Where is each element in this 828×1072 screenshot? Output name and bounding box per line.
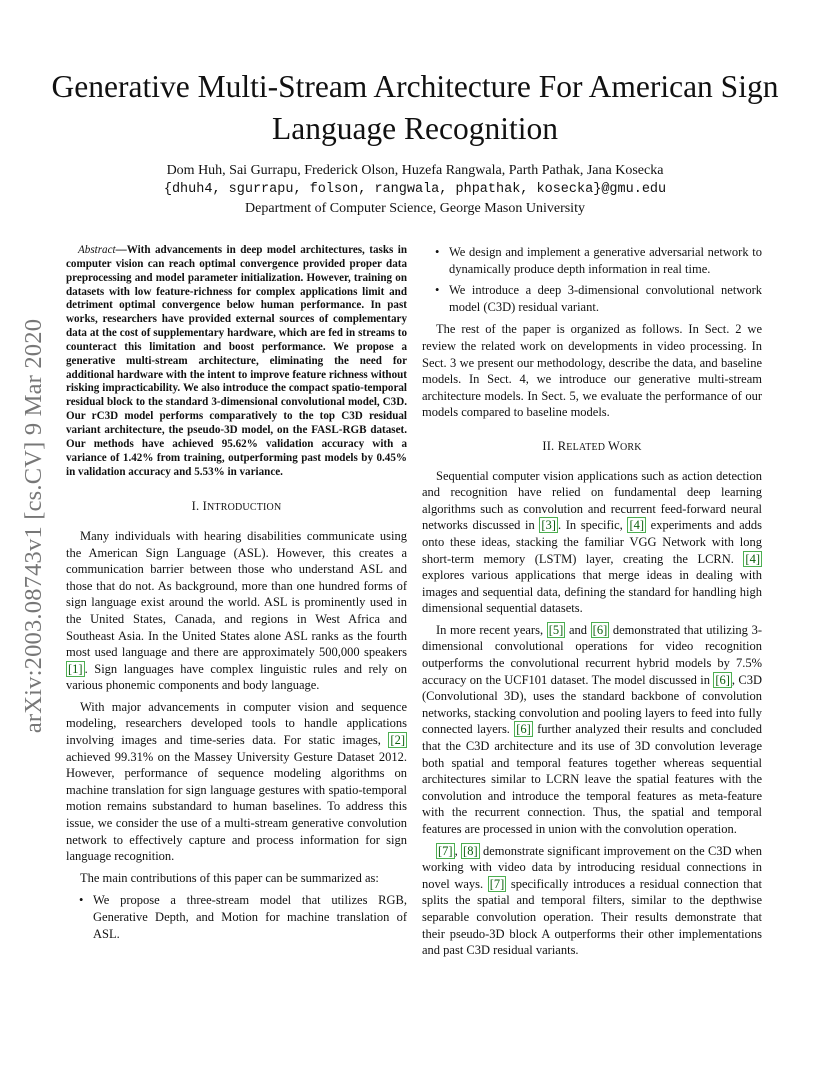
citation-link[interactable]: [4]: [629, 518, 645, 533]
contributions-list-continued: [422, 244, 762, 315]
related-paragraph-2: In more recent years, [5] and [6] demonstrated that utilizing 3-dimensional convolutional operations for video recognition outperforms the convolutional recurrent hybrid models by 7.5% accuracy on the UCF101 dataset. The model discussed in [6] , C3D (Convolutional 3D), uses the standard backbone of convolution networks, stacking convolution and pooling layers to feed into fully connected layers. [6] further analyzed their results and concluded that the C3D architecture and its use of 3D convolution leverage both spatial and temporal features together whereas sequential architectures similar to LCRN leave the spatial features with the convolution and introduce the temporal features as meta-feature with the recurrent connection. Thus, the spatial and temporal features are processed in union with the convolution operation.: [422, 622, 762, 836]
section-heading-related-work: II. RELATED WORK: [542, 438, 642, 453]
abstract-label: Abstract: [78, 244, 116, 256]
arxiv-identifier: arXiv:2003.08743v1 [cs.CV] 9 Mar 2020: [20, 318, 47, 734]
intro-paragraph-1: Many individuals with hearing disabilities communicate using the American Sign Language (ASL). However, this creates a communication barrier between those who understand ASL and those that do not. As background, more than one hundred forms of sign language exist around the world. ASL is prominently used in the United States, Canada, and regions in West Africa and Southeast Asia. In the United States alone ASL ranks as the fourth most used language and there are approximately 500,000 speakers [1] . Sign languages have complex linguistic rules and rely on various phonemic components and body language.: [66, 528, 407, 693]
bullet-icon: •: [435, 283, 440, 298]
arxiv-sidebar: [12, 292, 56, 760]
citation-link[interactable]: [5]: [548, 622, 564, 637]
author-block: [40, 161, 790, 218]
citation-link[interactable]: [6]: [715, 672, 730, 687]
affiliation: Department of Computer Science, George Mason University: [245, 201, 585, 216]
contributions-list: [66, 892, 407, 942]
organization-paragraph: The rest of the paper is organized as follows. In Sect. 2 we review the related work on developments in video processing. In Sect. 3 we present our methodology, describe the data, and baseline models. In Sect. 4, we introduce our generative multi-stream architecture models. In Sect. 5, we evaluate the performance of our models compared to baseline models.: [422, 322, 762, 420]
citation-link[interactable]: [6]: [516, 722, 531, 737]
intro-paragraph-3: The main contributions of this paper can be summarized as:: [80, 870, 379, 885]
paper-title: Generative Multi-Stream Architecture For American Sign Language Recognition: [51, 69, 779, 146]
intro-paragraph-2: With major advancements in computer vision and sequence modeling, researchers developed tools to handle applications involving images and time-series data. For static images, [2] achieved 99.31% on the Massey University Gesture Dataset 2012. However, performance of sequence modeling algorithms on machine translation for sign language gestures with spatio-temporal motion remains substandard to human baselines. To address this issue, we consider the use of a multi-stream generative convolution network to effectively capture and process information for sign language recognition.: [66, 699, 407, 864]
section-heading-introduction: I. INTRODUCTION: [191, 499, 282, 514]
list-item: • We propose a three-stream model that utilizes RGB, Generative Depth, and Motion for machine translation of ASL.: [79, 893, 407, 941]
citation-link[interactable]: [4]: [745, 551, 760, 566]
citation-link[interactable]: [8]: [463, 843, 478, 858]
citation-link[interactable]: [7]: [438, 843, 453, 858]
abstract-text: —With advancements in deep model architectures, tasks in computer vision can reach optimal convergence provided proper data preprocessing and model parameter initialization. However, training on datasets with low feature-richness for complex applications limit and detriment optimal convergence below human performance. In past works, researchers have provided external sources of complementary data at the cost of supplementary hardware, which are fed in streams to counteract this limitation and boost performance. We propose a generative multi-stream architecture, eliminating the need for additional hardware with the intent to improve feature richness without risking impracticability. We also introduce the compact spatio-temporal residual block to the standard 3-dimensional convolutional model, C3D. Our rC3D model performs comparatively to the top C3D residual variant architecture, the pseudo-3D model, on the FASL-RGB dataset. Our methods have achieved 95.62% validation accuracy with a variance of 1.42% from training, outperforming past models by 0.45% in validation accuracy and 5.53% in variance.: [66, 244, 407, 478]
author-emails: {dhuh4, sgurrapu, folson, rangwala, phpathak, kosecka}@gmu.edu: [163, 182, 667, 197]
author-names: Dom Huh, Sai Gurrapu, Frederick Olson, Huzefa Rangwala, Parth Pathak, Jana Kosecka: [166, 163, 664, 178]
related-paragraph-3: [7] , [8] demonstrate significant improvement on the C3D when working with video data by introducing residual connections in novel ways. [7] specifically introduces a residual connection that splits the spatial and temporal filters, similar to the depthwise separable convolution operation. Their results demonstrate that their pseudo-3D block A outperforms their other implementations and past C3D residual variants.: [422, 843, 762, 958]
citation-link[interactable]: [2]: [390, 733, 405, 748]
bullet-icon: •: [79, 893, 84, 908]
right-column: [422, 244, 762, 959]
abstract: [66, 244, 407, 479]
left-column: [66, 244, 407, 942]
citation-link[interactable]: [7]: [489, 876, 505, 891]
bullet-icon: •: [435, 245, 440, 259]
citation-link[interactable]: [6]: [592, 622, 608, 637]
related-paragraph-1: Sequential computer vision applications such as action detection and recognition have relied on fundamental deep learning algorithms such as convolution and recurrent feed-forward neural networks discussed in [3] . In specific, [4] experiments and adds onto these ideas, stacking the familiar VGG Network with long short-term memory (LSTM) layer, creating the LCRN. [4] explores various applications that merge ideas in dealing with images and sequential data, defining the standard for handling high dimensional sequential datasets.: [422, 468, 762, 616]
citation-link[interactable]: [3]: [541, 518, 556, 533]
citation-link[interactable]: [1]: [68, 661, 83, 676]
list-item: • We introduce a deep 3-dimensional convolutional network model (C3D) residual variant.: [435, 283, 762, 314]
list-item: • We design and implement a generative adversarial network to dynamically produce depth information in real time.: [435, 245, 762, 276]
